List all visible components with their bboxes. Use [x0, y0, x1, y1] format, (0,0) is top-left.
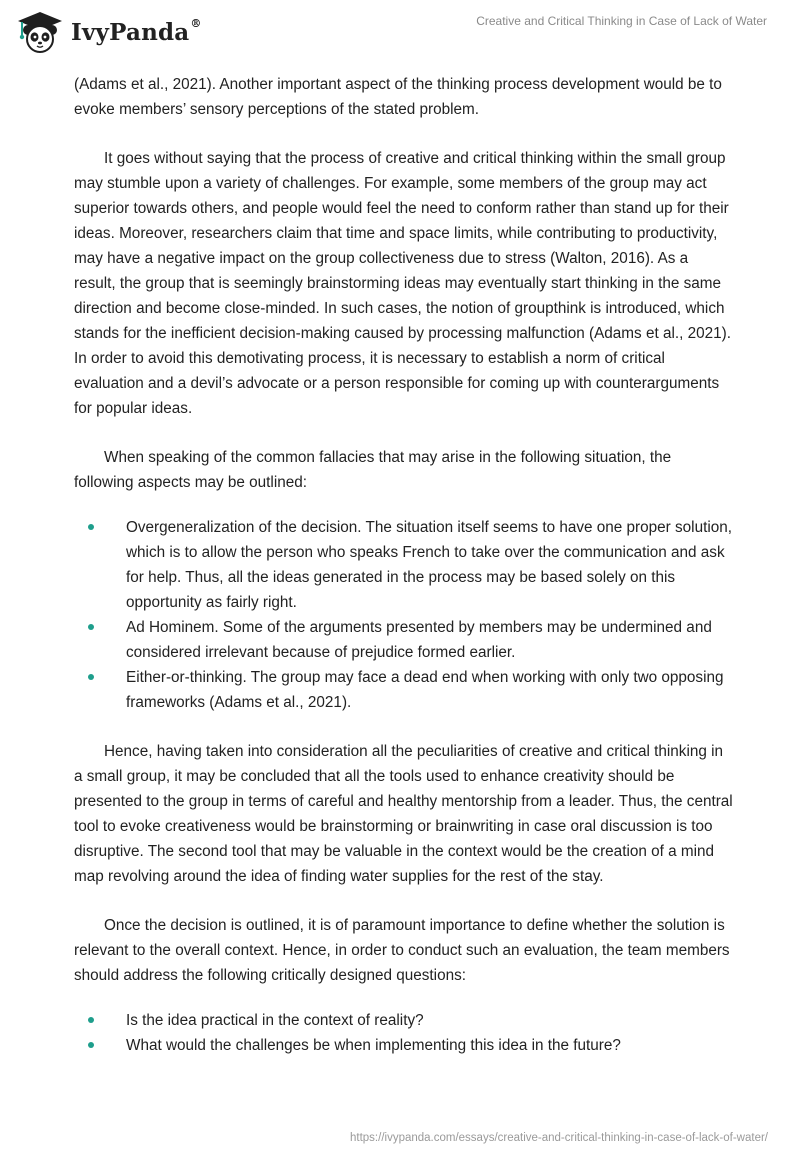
list-item: Is the idea practical in the context of reality?: [74, 1008, 734, 1033]
bullet-icon: [88, 1042, 94, 1048]
source-url-link[interactable]: https://ivypanda.com/essays/creative-and-critical-thinking-in-case-of-lack-of-water/: [350, 1132, 768, 1144]
list-item: Either-or-thinking. The group may face a dead end when working with only two opposing frameworks (Adams et al., 2021).: [74, 665, 734, 715]
document-title: Creative and Critical Thinking in Case of Lack of Water: [476, 14, 767, 28]
questions-list: [74, 1008, 734, 1058]
bullet-icon: [88, 674, 94, 680]
list-item: What would the challenges be when implementing this idea in the future?: [74, 1033, 734, 1058]
registered-mark: ®: [190, 16, 202, 30]
bullet-icon: [88, 1017, 94, 1023]
essay-body: [74, 72, 734, 1082]
brand-name: IvyPanda®: [71, 16, 202, 46]
fallacies-list: [74, 515, 734, 715]
bullet-icon: [88, 524, 94, 530]
paragraph-evaluation: Once the decision is outlined, it is of paramount importance to define whether the solution is relevant to the overall context. Hence, in order to conduct such an evaluation, the team members should address the following critically designed questions:: [74, 917, 730, 984]
list-item: Ad Hominem. Some of the arguments presented by members may be undermined and considered irrelevant because of prejudice formed earlier.: [74, 615, 734, 665]
panda-graduate-icon: [16, 10, 64, 54]
list-item: Overgeneralization of the decision. The situation itself seems to have one proper solution, which is to allow the person who speaks French to take over the communication and ask for help. Thus, all the ideas generated in the process may be based solely on this opportunity as fairly right.: [74, 515, 734, 615]
paragraph-conclusion: Hence, having taken into consideration all the peculiarities of creative and critical thinking in a small group, it may be concluded that all the tools used to enhance creativity should be presented to the group in terms of careful and healthy mentorship from a leader. Thus, the central tool to evoke creativeness would be brainstorming or brainwriting in case oral discussion is too disruptive. The second tool that may be valuable in the context would be the creation of a mind map revolving around the idea of finding water supplies for the rest of the stay.: [74, 743, 733, 885]
bullet-icon: [88, 624, 94, 630]
page-header: [0, 0, 800, 66]
paragraph-continuation: (Adams et al., 2021). Another important aspect of the thinking process development would be to evoke members’ sensory perceptions of the stated problem.: [74, 76, 722, 118]
paragraph-fallacies-intro: When speaking of the common fallacies that may arise in the following situation, the following aspects may be outlined:: [74, 449, 672, 491]
ivypanda-logo[interactable]: [16, 10, 202, 54]
paragraph-challenges: It goes without saying that the process of creative and critical thinking within the small group may stumble upon a variety of challenges. For example, some members of the group may act superior towards others, and people would feel the need to conform rather than stand up for their ideas. Moreover, researchers claim that time and space limits, while contributing to productivity, may have a negative impact on the group collectiveness due to stress (Walton, 2016). As a result, the group that is seemingly brainstorming ideas may eventually start thinking in the same direction and become close-minded. In such cases, the notion of groupthink is introduced, which stands for the inefficient decision-making caused by processing malfunction (Adams et al., 2021). In order to avoid this demotivating process, it is necessary to establish a norm of critical evaluation and a devil’s advocate or a person responsible for coming up with counterarguments for popular ideas.: [74, 150, 731, 417]
